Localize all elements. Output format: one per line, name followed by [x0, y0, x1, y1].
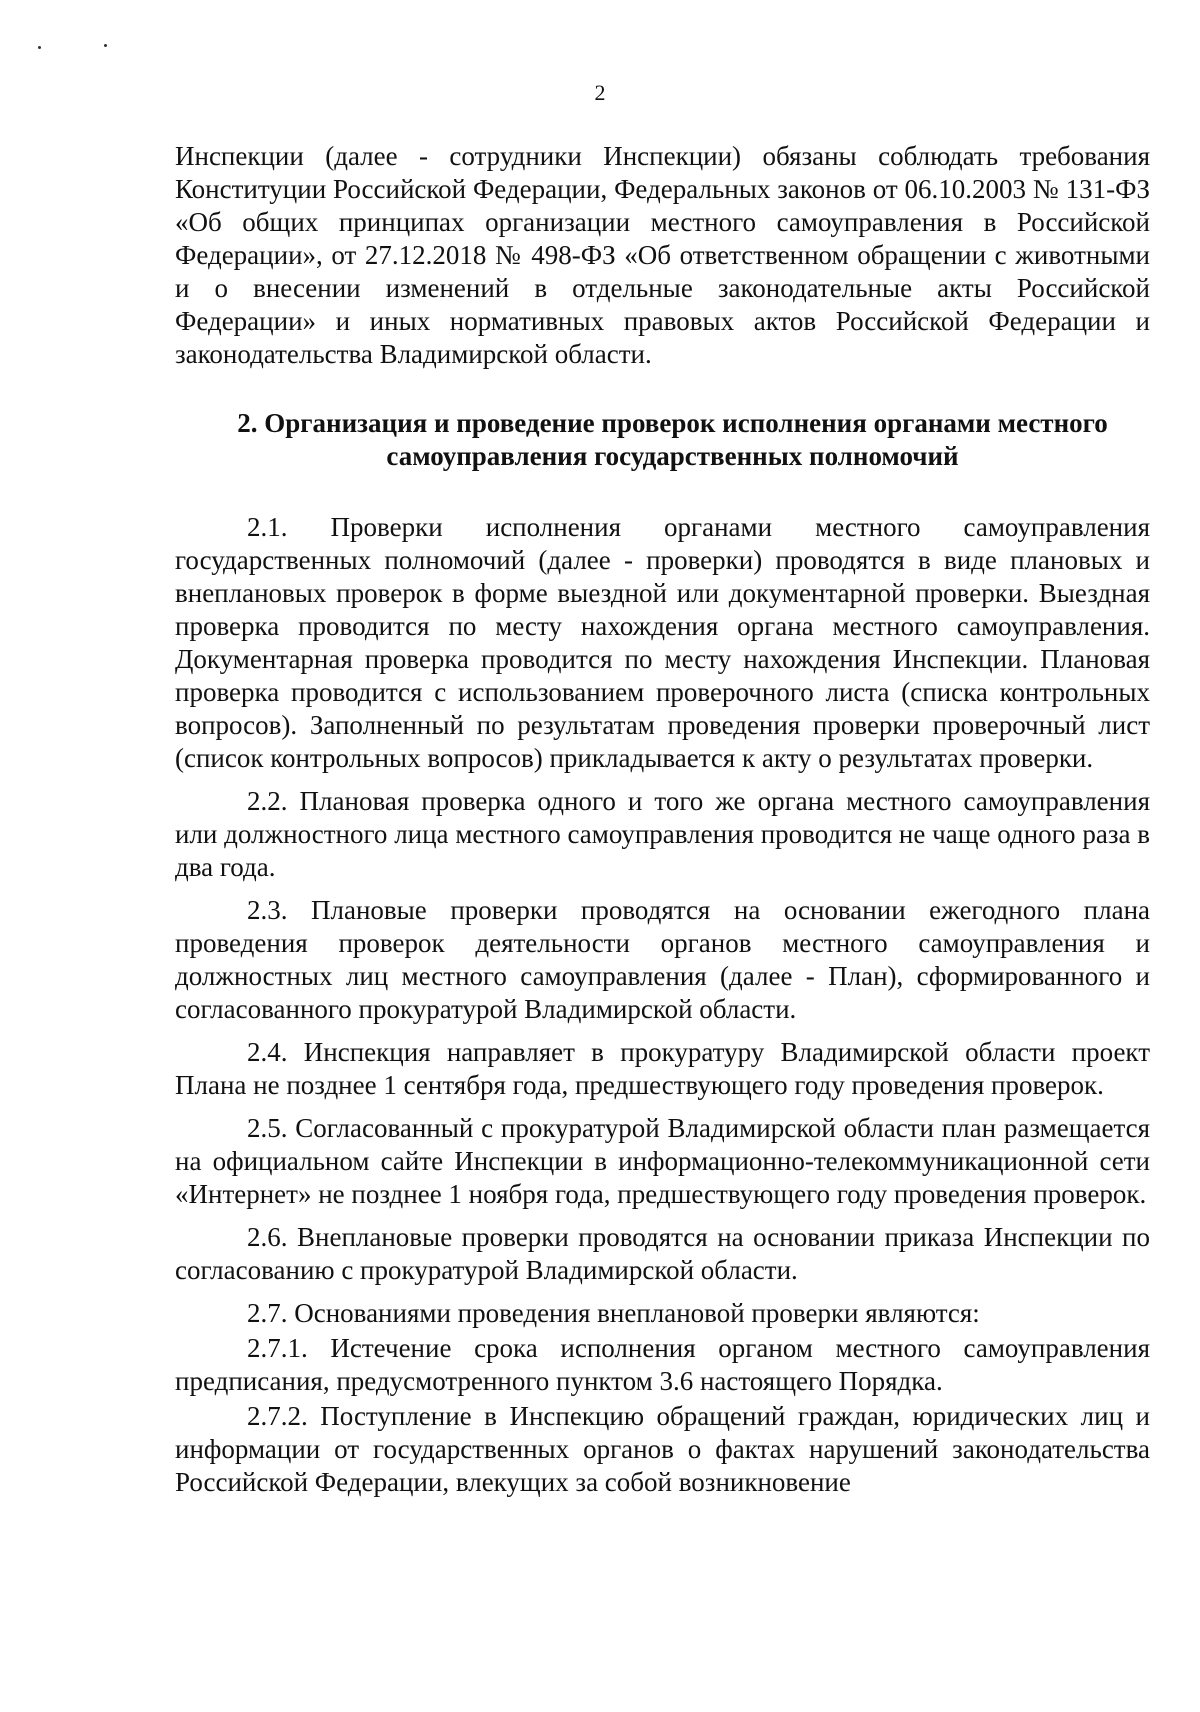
intro-paragraph: Инспекции (далее - сотрудники Инспекции) обязаны соблюдать требования Конституции Российской Федерации, Федеральных законов от 06.10.2003 № 131-ФЗ «Об общих принципах организации местного самоуправления в Российской Федерации», от 27.12.2018 № 498-ФЗ «Об ответственном обращении с животными и о внесении изменений в отдельные законодательные акты Российской Федерации» и иных нормативных правовых актов Российской Федерации и законодательства Владимирской области.: [175, 141, 1150, 369]
paragraph-2-3: 2.3. Плановые проверки проводятся на основании ежегодного плана проведения проверок деятельности органов местного самоуправления и должностных лиц местного самоуправления (далее - План), сформированного и согласованного прокуратурой Владимирской области.: [175, 895, 1150, 1024]
paragraph-2-2: 2.2. Плановая проверка одного и того же органа местного самоуправления или должностного лица местного самоуправления проводится не чаще одного раза в два года.: [175, 786, 1150, 882]
paragraph-2-6: 2.6. Внеплановые проверки проводятся на основании приказа Инспекции по согласованию с прокуратурой Владимирской области.: [175, 1222, 1150, 1285]
paragraph-2-4: 2.4. Инспекция направляет в прокуратуру Владимирской области проект Плана не позднее 1 сентября года, предшествующего году проведения проверок.: [175, 1037, 1150, 1100]
section-heading: 2. Организация и проведение проверок исполнения органами местного самоуправления государственных полномочий: [237, 408, 1108, 471]
paragraph-2-7-1: 2.7.1. Истечение срока исполнения органом местного самоуправления предписания, предусмотренного пунктом 3.6 настоящего Порядка.: [175, 1333, 1150, 1396]
paragraph-2-7-2: 2.7.2. Поступление в Инспекцию обращений граждан, юридических лиц и информации от государственных органов о фактах нарушений законодательства Российской Федерации, влекущих за собой возникновение: [175, 1401, 1150, 1497]
document-body: [175, 140, 1150, 1499]
paragraph-2-1: 2.1. Проверки исполнения органами местного самоуправления государственных полномочий (далее - проверки) проводятся в виде плановых и внеплановых проверок в форме выездной или документарной проверки. Выездная проверка проводится по месту нахождения органа местного самоуправления. Документарная проверка проводится по месту нахождения Инспекции. Плановая проверка проводится с использованием проверочного листа (списка контрольных вопросов). Заполненный по результатам проведения проверки проверочный лист (список контрольных вопросов) прикладывается к акту о результатах проверки.: [175, 512, 1150, 773]
paragraph-2-5: 2.5. Согласованный с прокуратурой Владимирской области план размещается на официальном сайте Инспекции в информационно-телекоммуникационной сети «Интернет» не позднее 1 ноября года, предшествующего году проведения проверок.: [175, 1113, 1150, 1209]
scan-speck: [104, 44, 107, 47]
page-number: 2: [594, 80, 606, 105]
scan-speck: [38, 46, 41, 49]
paragraph-2-7: 2.7. Основаниями проведения внеплановой проверки являются:: [247, 1298, 980, 1328]
